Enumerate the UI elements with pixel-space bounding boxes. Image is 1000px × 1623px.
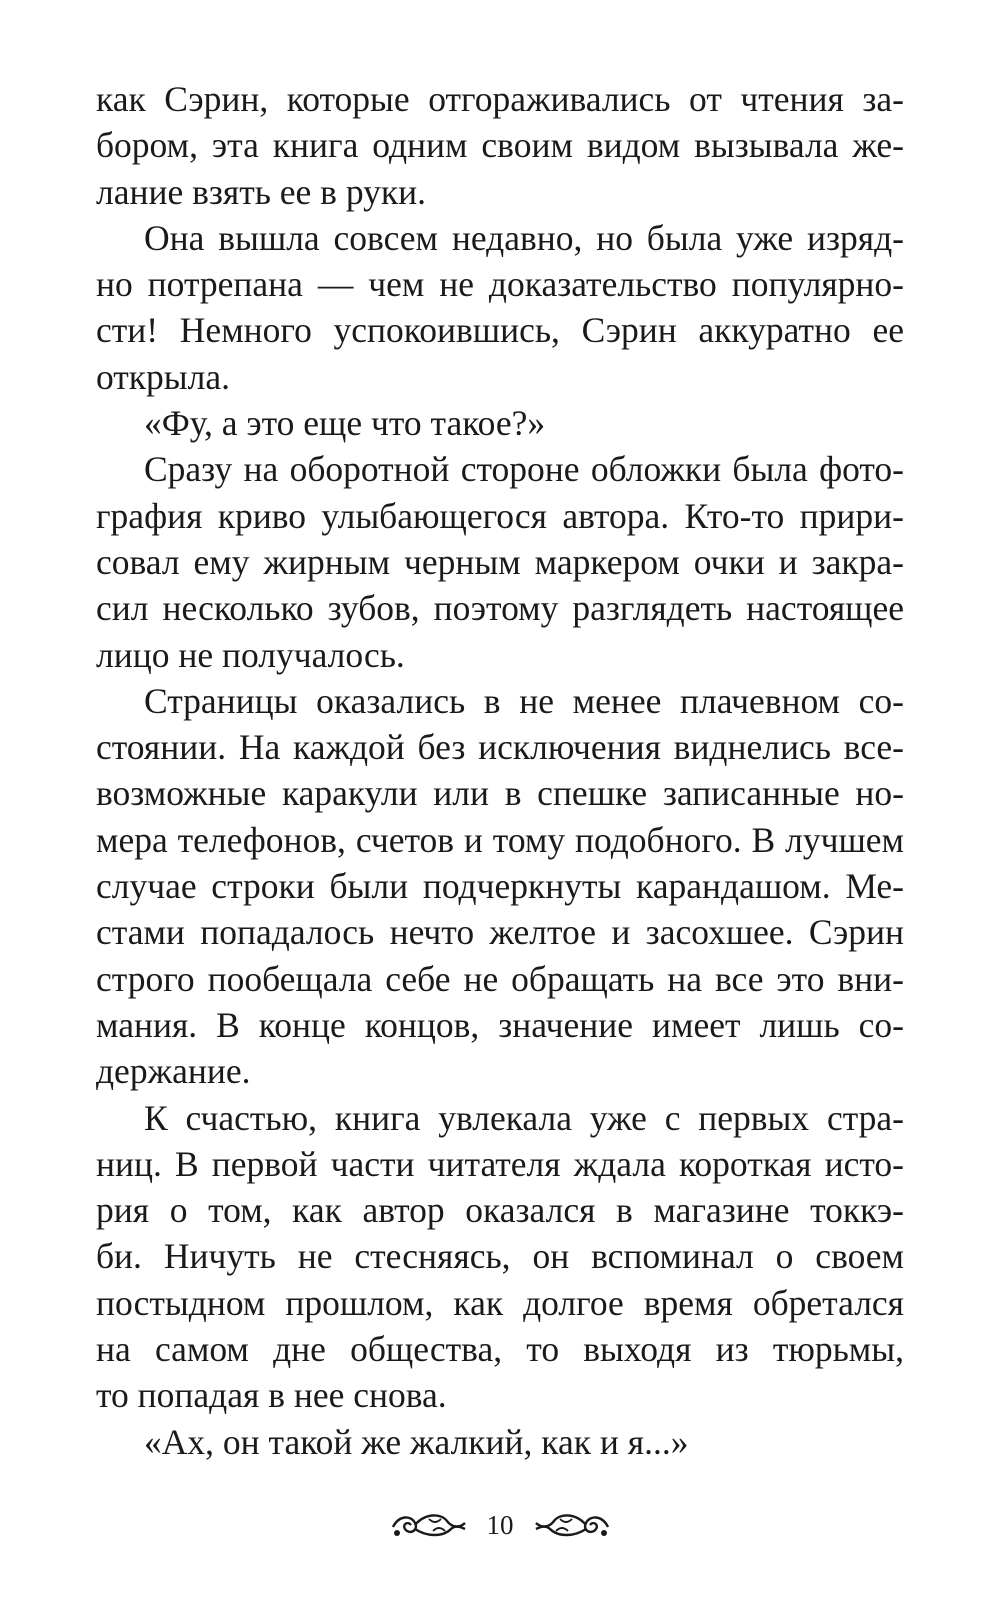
- text-line: лание взять ее в руки.: [96, 171, 426, 212]
- text-line: ниц. В первой части читателя ждала короткая исто-: [96, 1143, 904, 1184]
- text-line: как Сэрин, которые отгораживались от чтения за-: [96, 79, 904, 119]
- text-line: постыдном прошлом, как долгое время обретался: [96, 1282, 904, 1323]
- text-line: би. Ничуть не стесняясь, он вспоминал о своем: [96, 1236, 904, 1277]
- text-line: мера телефонов, счетов и тому подобного. В лучшем: [96, 819, 904, 860]
- text-line: Сразу на оборотной стороне обложки была фото-: [144, 449, 904, 490]
- page-footer: [0, 1500, 1000, 1550]
- text-line: сил несколько зубов, поэтому разглядеть настоящее: [96, 588, 904, 629]
- text-line: рия о том, как автор оказался в магазине токкэ-: [96, 1190, 904, 1231]
- text-line: лицо не получалось.: [96, 634, 405, 675]
- page-number: 10: [486, 1509, 514, 1540]
- text-line: возможные каракули или в спешке записанные но-: [96, 773, 904, 814]
- ornament-left-icon: [389, 1507, 469, 1543]
- text-line: «Фу, а это еще что такое?»: [144, 403, 546, 444]
- text-line: случае строки были подчеркнуты карандашом. Ме-: [96, 866, 904, 907]
- text-line: строго пообещала себе не обращать на все это вни-: [96, 958, 904, 999]
- text-line: Страницы оказались в не менее плачевном со-: [144, 680, 904, 721]
- page-body-text: [96, 76, 904, 1465]
- text-line: К счастью, книга увлекала уже с первых стра-: [144, 1097, 904, 1138]
- text-line: на самом дне общества, то выходя из тюрьмы,: [96, 1329, 904, 1370]
- text-line: но потрепана — чем не доказательство популярно-: [96, 264, 904, 305]
- text-line: открыла.: [96, 356, 230, 397]
- text-line: мания. В конце концов, значение имеет лишь со-: [96, 1004, 904, 1045]
- text-line: Она вышла совсем недавно, но была уже изряд-: [144, 217, 904, 258]
- text-line: «Ах, он такой же жалкий, как и я...»: [144, 1421, 689, 1462]
- text-line: сти! Немного успокоившись, Сэрин аккуратно ее: [96, 310, 904, 351]
- text-line: совал ему жирным черным маркером очки и закра-: [96, 541, 904, 582]
- text-line: графия криво улыбающегося автора. Кто-то прири-: [96, 495, 904, 536]
- ornament-right-icon: [532, 1507, 612, 1543]
- text-line: держание.: [96, 1051, 251, 1092]
- text-line: бором, эта книга одним своим видом вызывала же-: [96, 125, 904, 166]
- text-line: стоянии. На каждой без исключения виднелись все-: [96, 727, 904, 768]
- text-line: стами попадалось нечто желтое и засохшее. Сэрин: [96, 912, 904, 953]
- text-line: то попадая в нее снова.: [96, 1375, 447, 1416]
